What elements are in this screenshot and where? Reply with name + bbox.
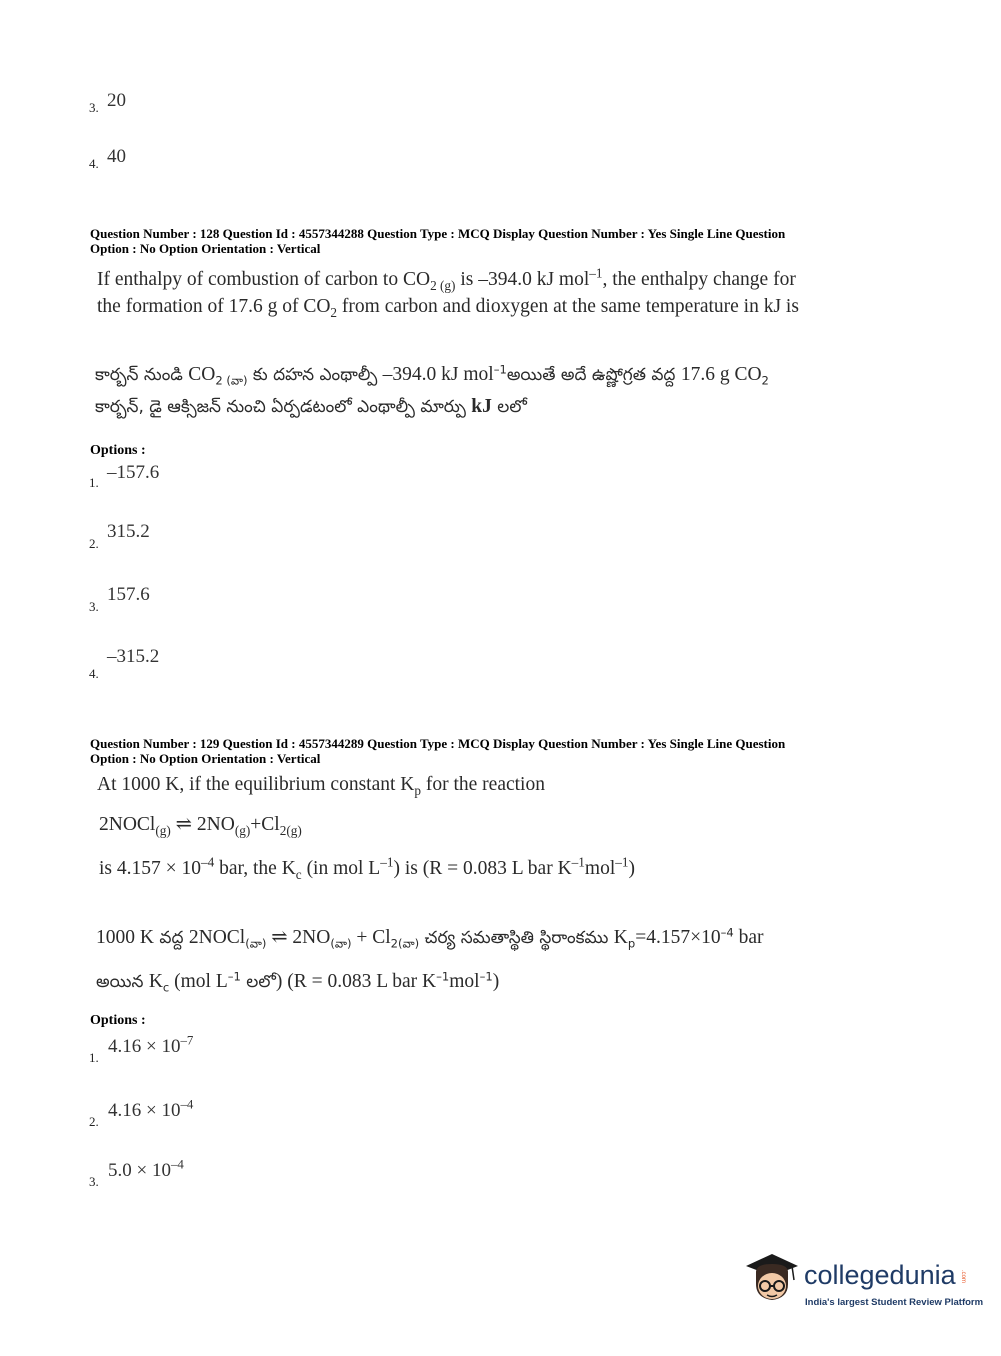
option-value: 315.2 — [107, 521, 150, 542]
option-number: 2. — [89, 536, 99, 551]
option-number: 3. — [89, 599, 99, 614]
question-text-english: At 1000 K, if the equilibrium constant $K_p$ for the reaction — [97, 774, 545, 798]
options-label: Options : — [90, 1013, 146, 1028]
option-value: 157.6 — [107, 584, 150, 605]
option-value: 40 — [107, 146, 126, 167]
option-number: 2. — [89, 1114, 99, 1129]
option-number: 4. — [89, 666, 99, 681]
option-number: 3. — [89, 100, 99, 115]
question-meta: Question Number : 128 Question Id : 4557344288 Question Type : MCQ Display Question Number : Yes Single Line Question Option : No Option Orientation : Vertical — [90, 226, 786, 256]
option-number: 1. — [89, 475, 99, 490]
option-value: –315.2 — [107, 646, 160, 667]
brand-dotcom: .com — [960, 1270, 966, 1284]
option-value: $5.0 \times 10^{-4}$ — [108, 1156, 184, 1181]
brand-name: collegedunia — [804, 1260, 956, 1290]
option-value: $4.16 \times 10^{-4}$ — [108, 1096, 194, 1121]
option-number: 1. — [89, 1050, 99, 1065]
option-value: –157.6 — [107, 462, 160, 483]
option-number: 4. — [89, 156, 99, 171]
question-text-english: If enthalpy of combustion of carbon to $CO_{2 (g)}$ is –394.0 kJ mol$^{-1}$, the enthalpy change for the formation of 17.6 g of $CO_2$ from carbon and dioxygen at the same temperature in kJ is — [97, 265, 799, 320]
reaction-equation: 2NOCl$_{(g)}$ ⇌ $2NO_{(g)}+Cl_{2(g)}$ — [99, 814, 302, 838]
option-value: $4.16 \times 10^{-7}$ — [108, 1032, 194, 1057]
options-label: Options : — [90, 443, 146, 458]
option-number: 3. — [89, 1174, 99, 1189]
question-meta: Question Number : 129 Question Id : 4557344289 Question Type : MCQ Display Question Number : Yes Single Line Question Option : No Option Orientation : Vertical — [90, 736, 786, 766]
option-value: 20 — [107, 90, 126, 111]
brand-tagline: India's largest Student Review Platform — [805, 1297, 984, 1308]
question-text-english-line3: is $4.157 \times 10^{-4}$ bar, the $K_c$ (in mol $L^{-1}$) is (R = 0.083 L bar $K^{-1}mol^{-1}$) — [99, 854, 635, 882]
question-text-telugu: కార్బన్ నుండి $CO_{2 (వా)}$ కు దహన ఎంథాల్పీ –394.0 kJ mol$^{-1}$అయితే అదే ఉష్ణోగ్రత వద్ద 17.6 g $CO_2$ కార్బన్, డై ఆక్సిజన్ నుంచి ఏర్పడటంలో ఎంథాల్పీ మార్పు kJ లలో — [95, 362, 769, 417]
question-text-telugu: 1000 K వద్ద 2NOCl$_{(వా)}$ ⇌ $2NO_{(వా)} + Cl_{2(వా)}$ చర్య సమతాస్థితి స్థిరాంకము $K_p=4.157\times 10^{-4}$ bar అయిన $K_c$ (mol $L^{-1}$ లలో) (R = 0.083 L bar $K^{-1}mol^{-1}$) — [96, 925, 764, 995]
graduate-mascot-icon — [742, 1250, 800, 1308]
